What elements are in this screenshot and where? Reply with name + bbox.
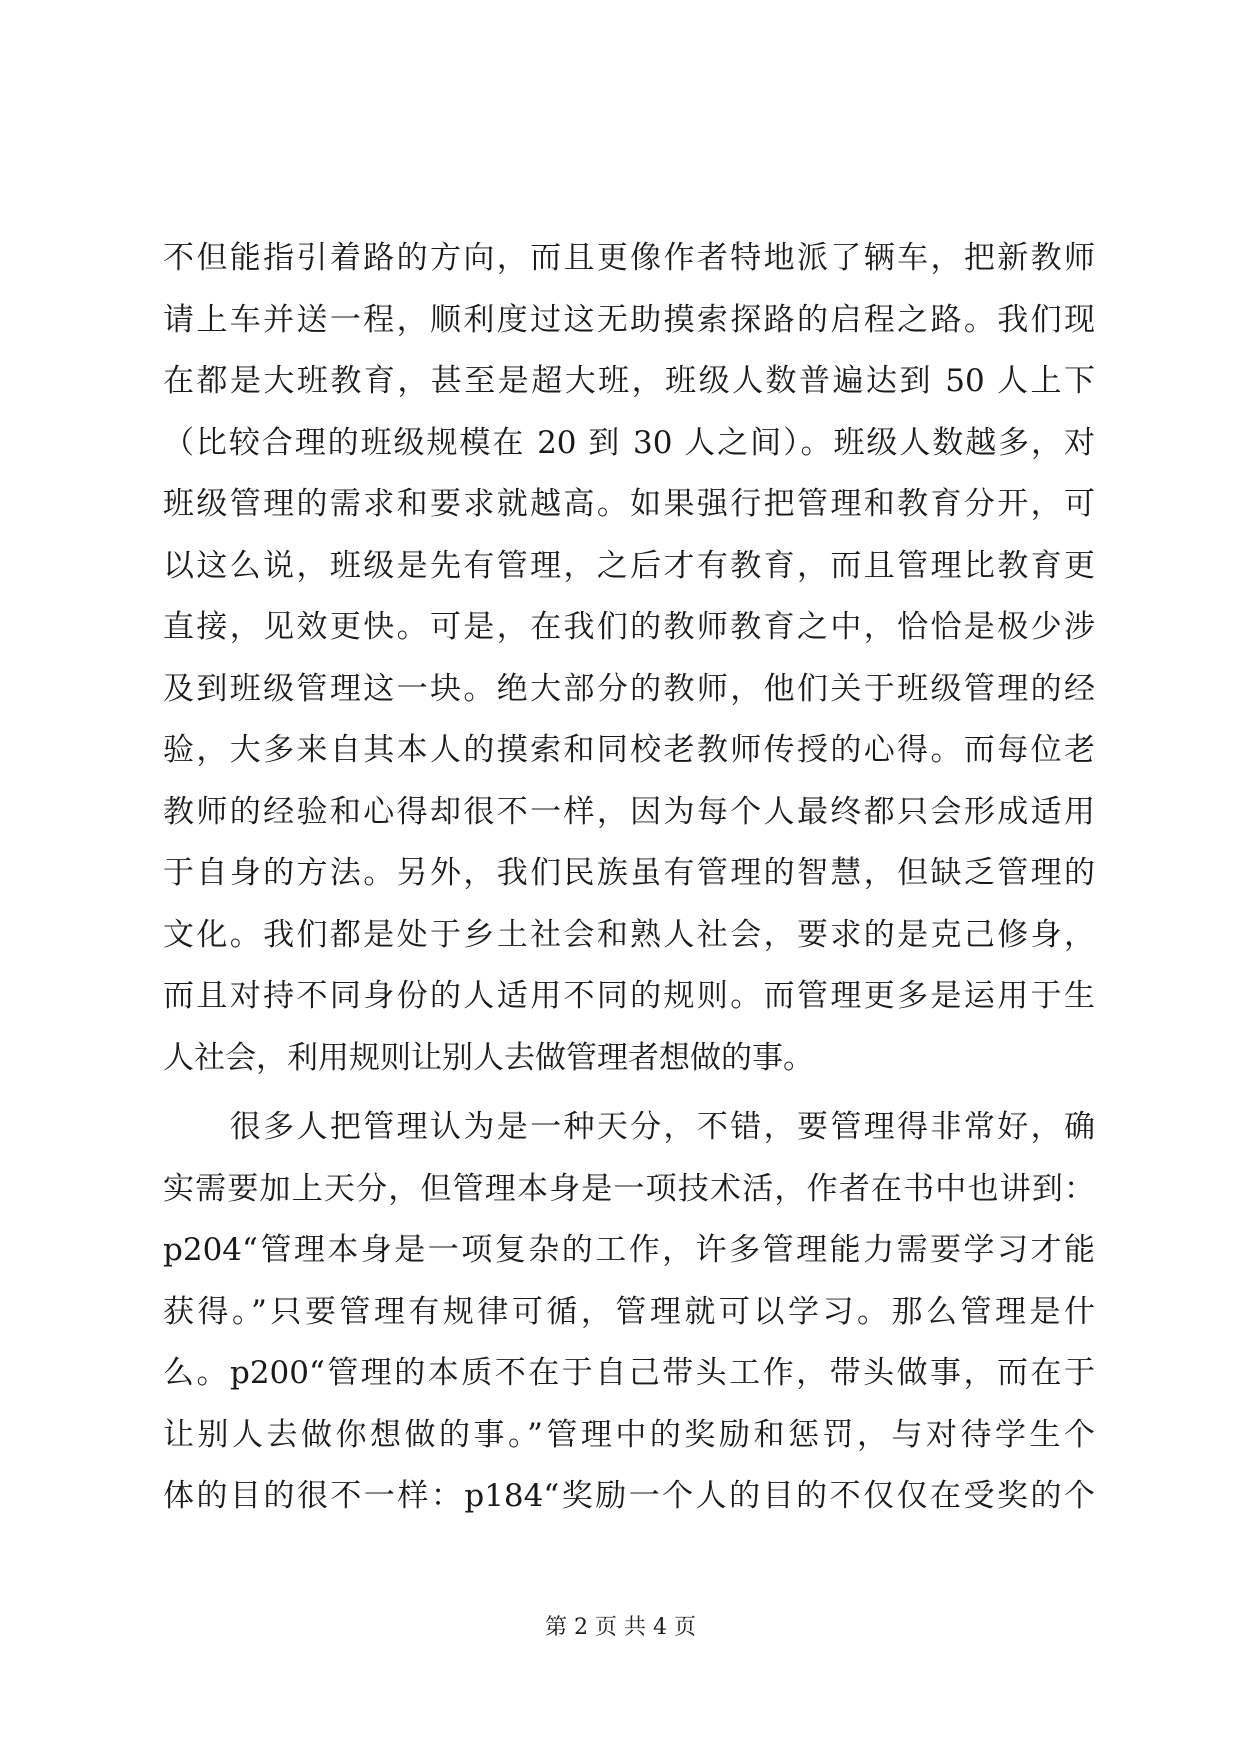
text-line: 体的目的很不一样：p184“奖励一个人的目的不仅仅在受奖的个 — [163, 1478, 1095, 1514]
text-line: 于自身的方法。另外，我们民族虽有管理的智慧，但缺乏管理的 — [163, 855, 1095, 891]
page-footer — [0, 1610, 1241, 1641]
text-line: 验，大多来自其本人的摸索和同校老教师传授的心得。而每位老 — [163, 732, 1095, 768]
text-line: p204“管理本身是一项复杂的工作，许多管理能力需要学习才能 — [163, 1232, 1095, 1268]
text-line: 在都是大班教育，甚至是超大班，班级人数普遍达到 50 人上下 — [163, 363, 1095, 399]
text-line: 班级管理的需求和要求就越高。如果强行把管理和教育分开，可 — [163, 486, 1095, 522]
text-line: 文化。我们都是处于乡土社会和熟人社会，要求的是克己修身， — [163, 916, 1095, 953]
text-line: 实需要加上天分，但管理本身是一项技术活，作者在书中也讲到： — [163, 1170, 1095, 1207]
text-line: 让别人去做你想做的事。”管理中的奖励和惩罚，与对待学生个 — [163, 1416, 1095, 1453]
text-line: 以这么说，班级是先有管理，之后才有教育，而且管理比教育更 — [163, 547, 1095, 584]
text-line: 么。p200“管理的本质不在于自己带头工作，带头做事，而在于 — [163, 1355, 1095, 1391]
body-text — [163, 228, 1095, 1528]
text-line: （比较合理的班级规模在 20 到 30 人之间）。班级人数越多，对 — [163, 424, 1095, 461]
text-line: 很多人把管理认为是一种天分，不错，要管理得非常好，确 — [163, 1109, 1095, 1145]
text-line: 不但能指引着路的方向，而且更像作者特地派了辆车，把新教师 — [163, 240, 1095, 276]
paragraph-gap — [163, 1089, 1095, 1097]
text-line: 直接，见效更快。可是，在我们的教师教育之中，恰恰是极少涉 — [163, 609, 1095, 645]
text-line: 教师的经验和心得却很不一样，因为每个人最终都只会形成适用 — [163, 793, 1095, 830]
text-line: 而且对持不同身份的人适用不同的规则。而管理更多是运用于生 — [163, 978, 1095, 1014]
text-line: 请上车并送一程，顺利度过这无助摸索探路的启程之路。我们现 — [163, 301, 1095, 338]
text-line: 获得。”只要管理有规律可循，管理就可以学习。那么管理是什 — [163, 1293, 1095, 1330]
page-number: 第 2 页 共 4 页 — [545, 1615, 696, 1640]
text-line: 人社会，利用规则让别人去做管理者想做的事。 — [163, 1039, 814, 1076]
text-line: 及到班级管理这一块。绝大部分的教师，他们关于班级管理的经 — [163, 670, 1095, 707]
